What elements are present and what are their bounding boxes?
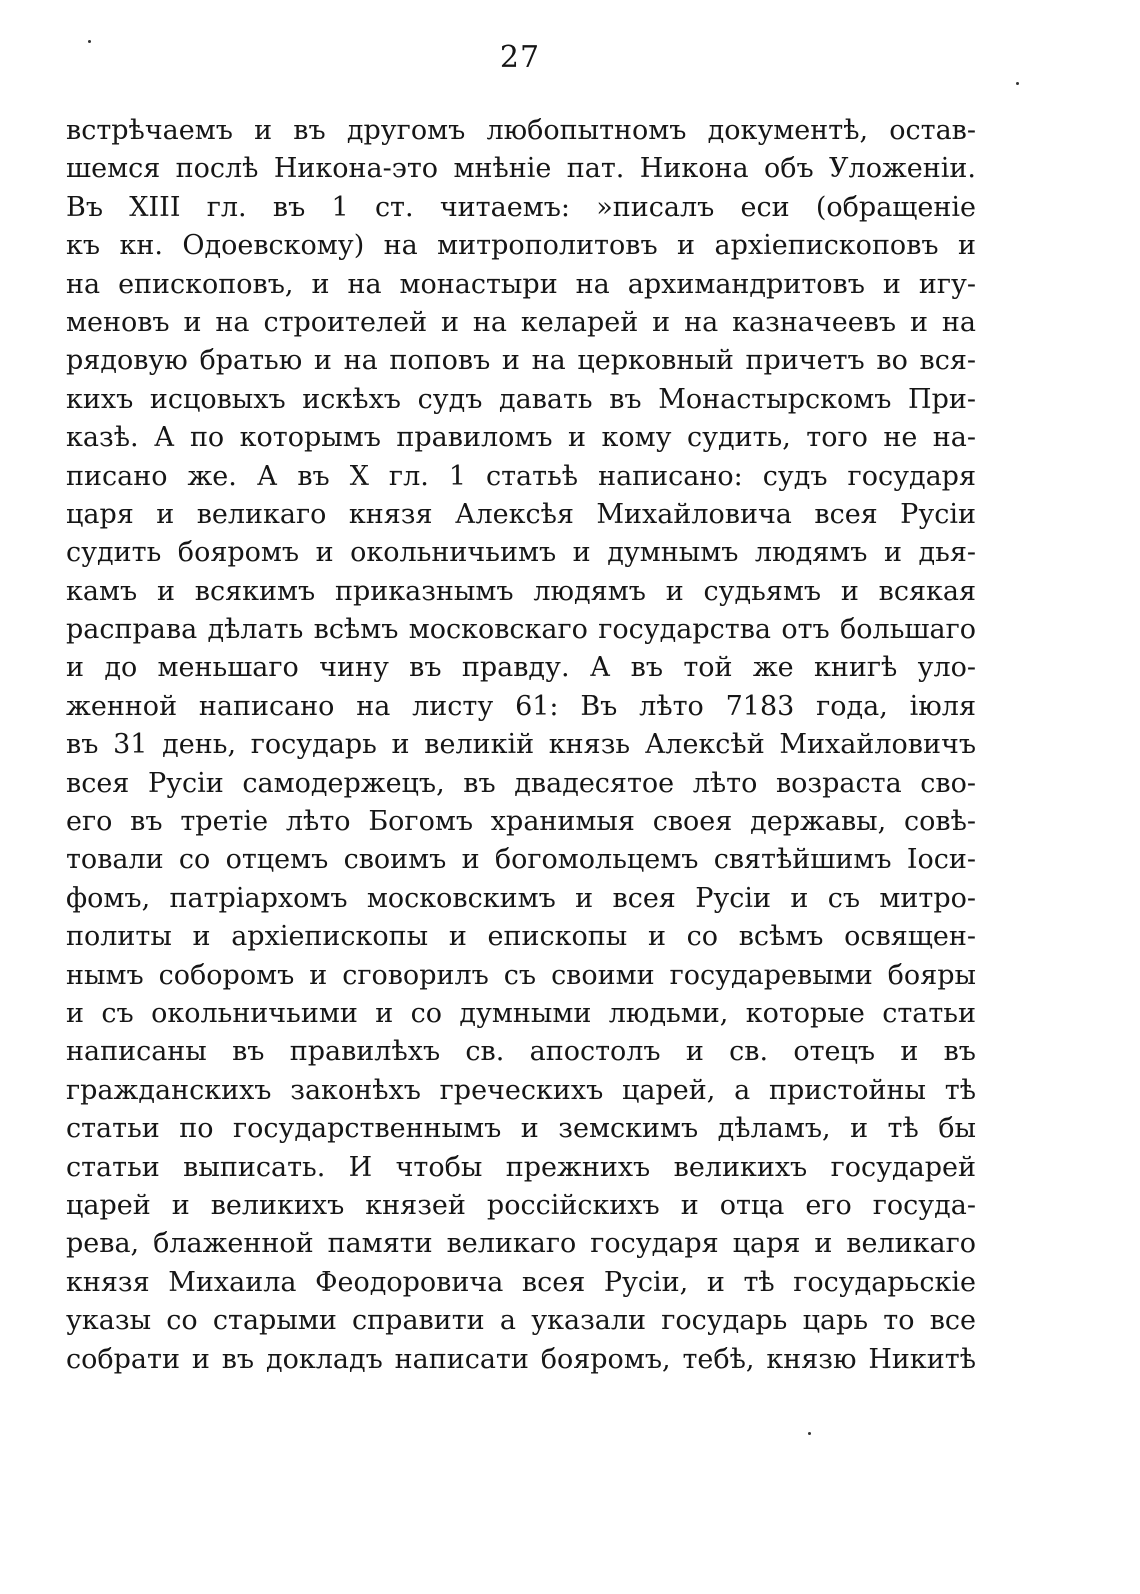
text-line: рева, блаженной памяти великаго государя царя и великаго	[66, 1228, 976, 1260]
text-line: нымъ соборомъ и сговорилъ съ своими государевыми бояры	[66, 959, 976, 991]
text-line: встрѣчаемъ и въ другомъ любопытномъ документѣ, остав-	[66, 115, 976, 146]
text-line: расправа дѣлать всѣмъ московскаго государства отъ большаго	[66, 614, 976, 646]
text-line: камъ и всякимъ приказнымъ людямъ и судьямъ и всякая	[66, 575, 976, 607]
text-line: фомъ, патріархомъ московскимъ и всея Русіи и съ митро-	[66, 882, 976, 914]
text-line: кихъ исцовыхъ искѣхъ судъ давать въ Монастырскомъ При-	[66, 383, 976, 415]
text-line: и съ окольничьими и со думными людьми, которые статьи	[66, 997, 976, 1029]
text-line: князя Михаила Феодоровича всея Русіи, и тѣ государьскіе	[66, 1266, 976, 1298]
text-line: всея Русіи самодержецъ, въ двадесятое лѣто возраста сво-	[66, 767, 976, 799]
text-line: судить бояромъ и окольничьимъ и думнымъ людямъ и дья-	[66, 537, 976, 569]
text-line: статьи выписать. И чтобы прежнихъ великихъ государей	[66, 1151, 976, 1183]
text-line: политы и архіепископы и епископы и со всѣмъ освящен-	[66, 921, 976, 953]
text-line: написаны въ правилѣхъ св. апостолъ и св. отецъ и въ	[66, 1036, 976, 1068]
print-speck	[1016, 82, 1019, 85]
text-line: въ 31 день, государь и великій князь Алексѣй Михайловичъ	[66, 729, 976, 761]
text-line: шемся послѣ Никона-это мнѣніе пат. Никона объ Уложеніи.	[66, 153, 976, 185]
text-line: указы со старыми справити а указали государь царь то все	[66, 1305, 976, 1337]
page-number: 27	[499, 40, 541, 75]
text-line: къ кн. Одоевскому) на митрополитовъ и архіепископовъ и	[66, 230, 976, 262]
print-speck	[808, 1432, 811, 1435]
text-line: Въ XIII гл. въ 1 ст. читаемъ: »писалъ еси (обращеніе	[66, 191, 976, 223]
text-line: на епископовъ, и на монастыри на архимандритовъ и игу-	[66, 268, 976, 300]
text-line: меновъ и на строителей и на келарей и на казначеевъ и на	[66, 306, 976, 338]
text-line: казѣ. А по которымъ правиломъ и кому судить, того не на-	[66, 422, 976, 454]
text-line: писано же. А въ X гл. 1 статьѣ написано: судъ государя	[66, 460, 976, 492]
text-line: его въ третіе лѣто Богомъ хранимыя своея державы, совѣ-	[66, 806, 976, 838]
text-line: царя и великаго князя Алексѣя Михайловича всея Русіи	[66, 498, 976, 530]
text-line: царей и великихъ князей россійскихъ и отца его госуда-	[66, 1189, 976, 1221]
text-line: собрати и въ докладъ написати бояромъ, тебѣ, князю Никитѣ	[66, 1343, 976, 1375]
body-text	[66, 112, 976, 1379]
text-line: рядовую братью и на поповъ и на церковный причетъ во вся-	[66, 345, 976, 377]
text-line: и до меньшаго чину въ правду. А въ той же книгѣ уло-	[66, 652, 976, 684]
text-line: гражданскихъ законѣхъ греческихъ царей, а пристойны тѣ	[66, 1074, 976, 1106]
text-line: женной написано на листу 61: Въ лѣто 7183 года, іюля	[66, 690, 976, 722]
text-line: товали со отцемъ своимъ и богомольцемъ святѣйшимъ Іоси-	[66, 844, 976, 876]
text-line: статьи по государственнымъ и земскимъ дѣламъ, и тѣ бы	[66, 1113, 976, 1145]
